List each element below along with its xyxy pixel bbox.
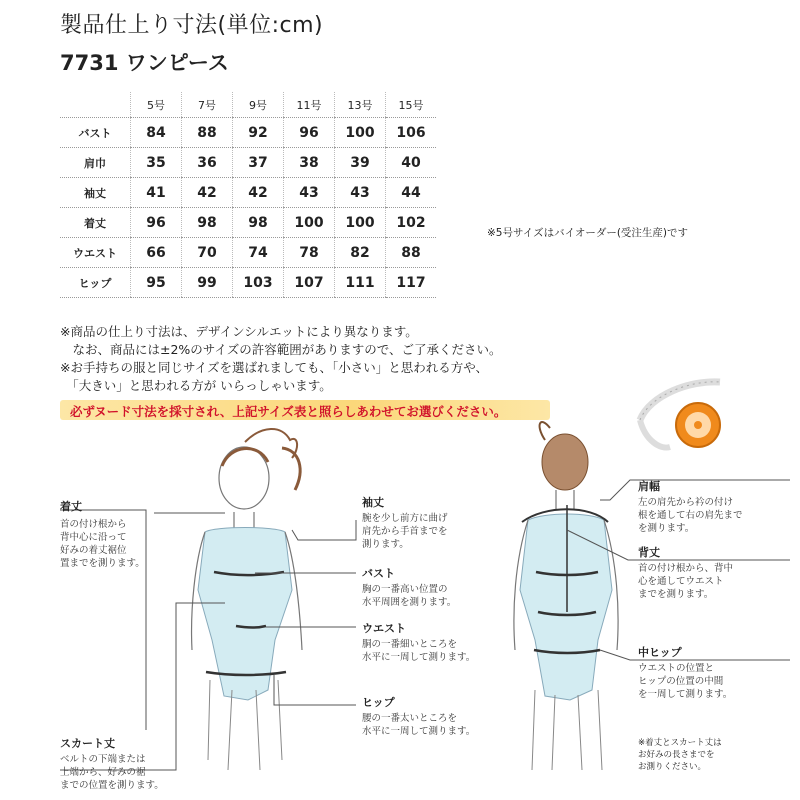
table-cell: 43 bbox=[335, 178, 386, 208]
page-title: 製品仕上り寸法(単位:cm) bbox=[60, 13, 324, 38]
table-cell: 95 bbox=[131, 268, 182, 298]
warning-text: 必ずヌード寸法を採寸され、上記サイズ表と照らしあわせてお選びください。 bbox=[70, 404, 507, 419]
table-cell: 92 bbox=[233, 118, 284, 148]
table-cell: 40 bbox=[386, 148, 437, 178]
table-cell: 70 bbox=[182, 238, 233, 268]
front-figure bbox=[192, 429, 302, 770]
shoulder-desc: 左の肩先から衿の付け 根を通して右の肩先まで を測ります。 bbox=[638, 497, 743, 534]
tape-measure-icon bbox=[640, 382, 720, 448]
back-length-label: 背丈 bbox=[638, 546, 660, 559]
row-label: バスト bbox=[60, 118, 131, 148]
hip-desc: 腰の一番太いところを 水平に一周して測ります。 bbox=[362, 713, 476, 737]
table-cell: 37 bbox=[233, 148, 284, 178]
shoulder-label: 肩幅 bbox=[638, 480, 660, 493]
length-note: ※着丈とスカート丈は お好みの長さまでを お測りください。 bbox=[638, 738, 722, 772]
table-cell: 100 bbox=[284, 208, 335, 238]
table-cell: 96 bbox=[131, 208, 182, 238]
size-header: 7号 bbox=[182, 92, 233, 118]
product-title: 7731 ワンピース bbox=[60, 51, 229, 75]
back-figure bbox=[514, 422, 618, 770]
back-length-desc: 首の付け根から、背中 心を通してウエスト までを測ります。 bbox=[638, 563, 734, 600]
sleeve-label: 袖丈 bbox=[362, 496, 384, 509]
table-cell: 100 bbox=[335, 118, 386, 148]
table-cell: 41 bbox=[131, 178, 182, 208]
skirt-label: スカート丈 bbox=[60, 737, 115, 750]
table-cell: 111 bbox=[335, 268, 386, 298]
table-cell: 106 bbox=[386, 118, 437, 148]
table-cell: 103 bbox=[233, 268, 284, 298]
table-cell: 88 bbox=[182, 118, 233, 148]
made-to-order-note: ※5号サイズはバイオーダー(受注生産)です bbox=[487, 227, 689, 239]
bust-desc: 胸の一番高い位置の 水平周囲を測ります。 bbox=[362, 584, 457, 608]
table-cell: 107 bbox=[284, 268, 335, 298]
table-cell: 78 bbox=[284, 238, 335, 268]
waist-label: ウエスト bbox=[362, 622, 406, 635]
table-cell: 82 bbox=[335, 238, 386, 268]
table-cell: 38 bbox=[284, 148, 335, 178]
bust-label: バスト bbox=[362, 567, 395, 580]
table-cell: 99 bbox=[182, 268, 233, 298]
kitake-desc: 首の付け根から 背中心に沿って 好みの着丈裾位 置までを測ります。 bbox=[60, 519, 145, 569]
hip-label: ヒップ bbox=[362, 696, 395, 709]
row-label: 着丈 bbox=[60, 208, 131, 238]
table-cell: 66 bbox=[131, 238, 182, 268]
table-cell: 102 bbox=[386, 208, 437, 238]
table-cell: 36 bbox=[182, 148, 233, 178]
size-header: 13号 bbox=[335, 92, 386, 118]
table-cell: 84 bbox=[131, 118, 182, 148]
table-cell: 35 bbox=[131, 148, 182, 178]
note-line: ※商品の仕上り寸法は、デザインシルエットにより異なります。 bbox=[60, 324, 418, 339]
table-cell: 88 bbox=[386, 238, 437, 268]
table-cell: 42 bbox=[233, 178, 284, 208]
midhip-desc: ウエストの位置と ヒップの位置の中間 を一周して測ります。 bbox=[638, 663, 733, 700]
table-cell: 43 bbox=[284, 178, 335, 208]
size-header: 5号 bbox=[131, 92, 182, 118]
size-header: 15号 bbox=[386, 92, 437, 118]
table-cell: 96 bbox=[284, 118, 335, 148]
kitake-label: 着丈 bbox=[60, 500, 82, 513]
note-line: 「大きい」と思われる方が いらっしゃいます。 bbox=[60, 378, 332, 393]
sleeve-desc: 腕を少し前方に曲げ 肩先から手首までを 測ります。 bbox=[362, 513, 448, 550]
table-cell: 42 bbox=[182, 178, 233, 208]
table-cell: 98 bbox=[182, 208, 233, 238]
table-cell: 74 bbox=[233, 238, 284, 268]
size-header: 11号 bbox=[284, 92, 335, 118]
row-label: ヒップ bbox=[60, 268, 131, 298]
table-cell: 39 bbox=[335, 148, 386, 178]
midhip-label: 中ヒップ bbox=[638, 646, 682, 659]
row-label: 肩巾 bbox=[60, 148, 131, 178]
size-header: 9号 bbox=[233, 92, 284, 118]
row-label: 袖丈 bbox=[60, 178, 131, 208]
table-cell: 98 bbox=[233, 208, 284, 238]
waist-desc: 胴の一番細いところを 水平に一周して測ります。 bbox=[362, 639, 476, 663]
table-cell: 44 bbox=[386, 178, 437, 208]
skirt-desc: ベルトの下端または 上端から、好みの裾 までの位置を測ります。 bbox=[60, 754, 164, 791]
table-cell: 100 bbox=[335, 208, 386, 238]
note-line: ※お手持ちの服と同じサイズを選ばれましても、「小さい」と思われる方や、 bbox=[60, 360, 488, 375]
table-cell: 117 bbox=[386, 268, 437, 298]
row-label: ウエスト bbox=[60, 238, 131, 268]
note-line: なお、商品には±2%のサイズの許容範囲がありますので、ご了承ください。 bbox=[60, 342, 502, 357]
